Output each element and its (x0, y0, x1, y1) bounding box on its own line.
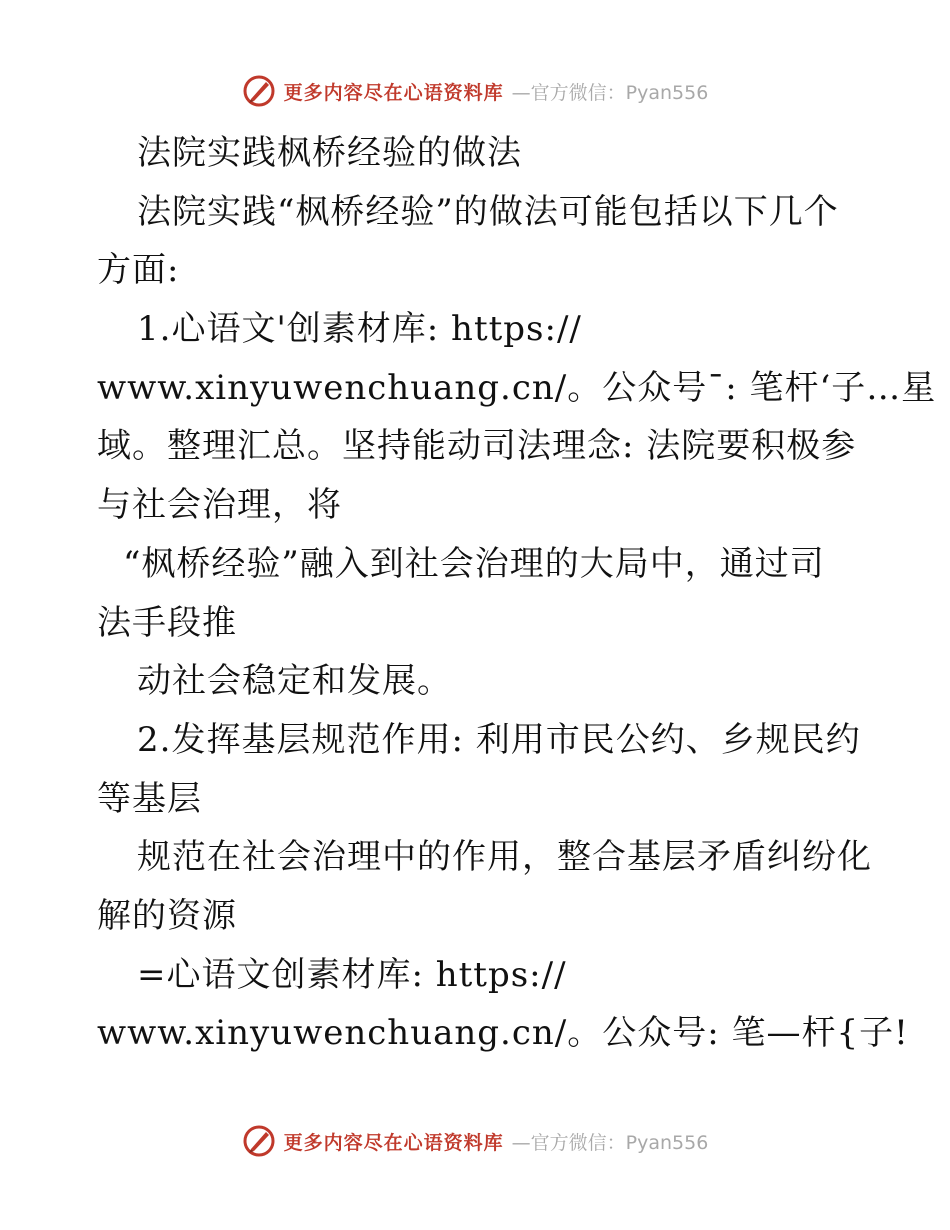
footer-banner-wechat: —官方微信：Pyan556 (511, 1131, 709, 1154)
document-body (97, 124, 937, 1063)
paragraph-line: 与社会治理，将 (97, 485, 342, 526)
footer-banner-title: 更多内容尽在心语资料库 (283, 1131, 504, 1154)
paragraph-line: =心语文创素材库: https:// (137, 954, 567, 995)
paragraph-line: 方面: (97, 250, 180, 291)
paragraph-line: www.xinyuwenchuang.cn/。公众号: 笔—杆{子! (97, 1013, 909, 1054)
paragraph-line: 解的资源 (97, 895, 237, 936)
paragraph-line: 动社会稳定和发展。 (137, 661, 452, 702)
paragraph-line: 规范在社会治理中的作用，整合基层矛盾纠纷化 (137, 837, 872, 878)
document-title: 法院实践枫桥经验的做法 (137, 133, 522, 173)
header-banner-wechat: —官方微信：Pyan556 (511, 81, 709, 104)
paragraph-line: 域。整理汇总。坚持能动司法理念: 法院要积极参 (97, 426, 857, 467)
paragraph-line: 法手段推 (97, 602, 237, 643)
header-banner (0, 72, 950, 110)
header-banner-title: 更多内容尽在心语资料库 (283, 81, 504, 104)
footer-banner (0, 1122, 950, 1160)
paragraph-line: 法院实践“枫桥经验”的做法可能包括以下几个 (137, 191, 839, 232)
paragraph-line: 等基层 (97, 778, 202, 819)
paragraph-line: www.xinyuwenchuang.cn/。公众号¯: 笔杆‘子…星 (97, 367, 937, 408)
quill-pen-logo-icon (242, 1124, 276, 1158)
paragraph-line: 2.发挥基层规范作用: 利用市民公约、乡规民约 (137, 719, 861, 760)
paragraph-line: 1.心语文'创素材库: https:// (137, 309, 582, 350)
quill-pen-logo-icon (242, 74, 276, 108)
paragraph-line: “枫桥经验”融入到社会治理的大局中，通过司 (123, 543, 825, 584)
